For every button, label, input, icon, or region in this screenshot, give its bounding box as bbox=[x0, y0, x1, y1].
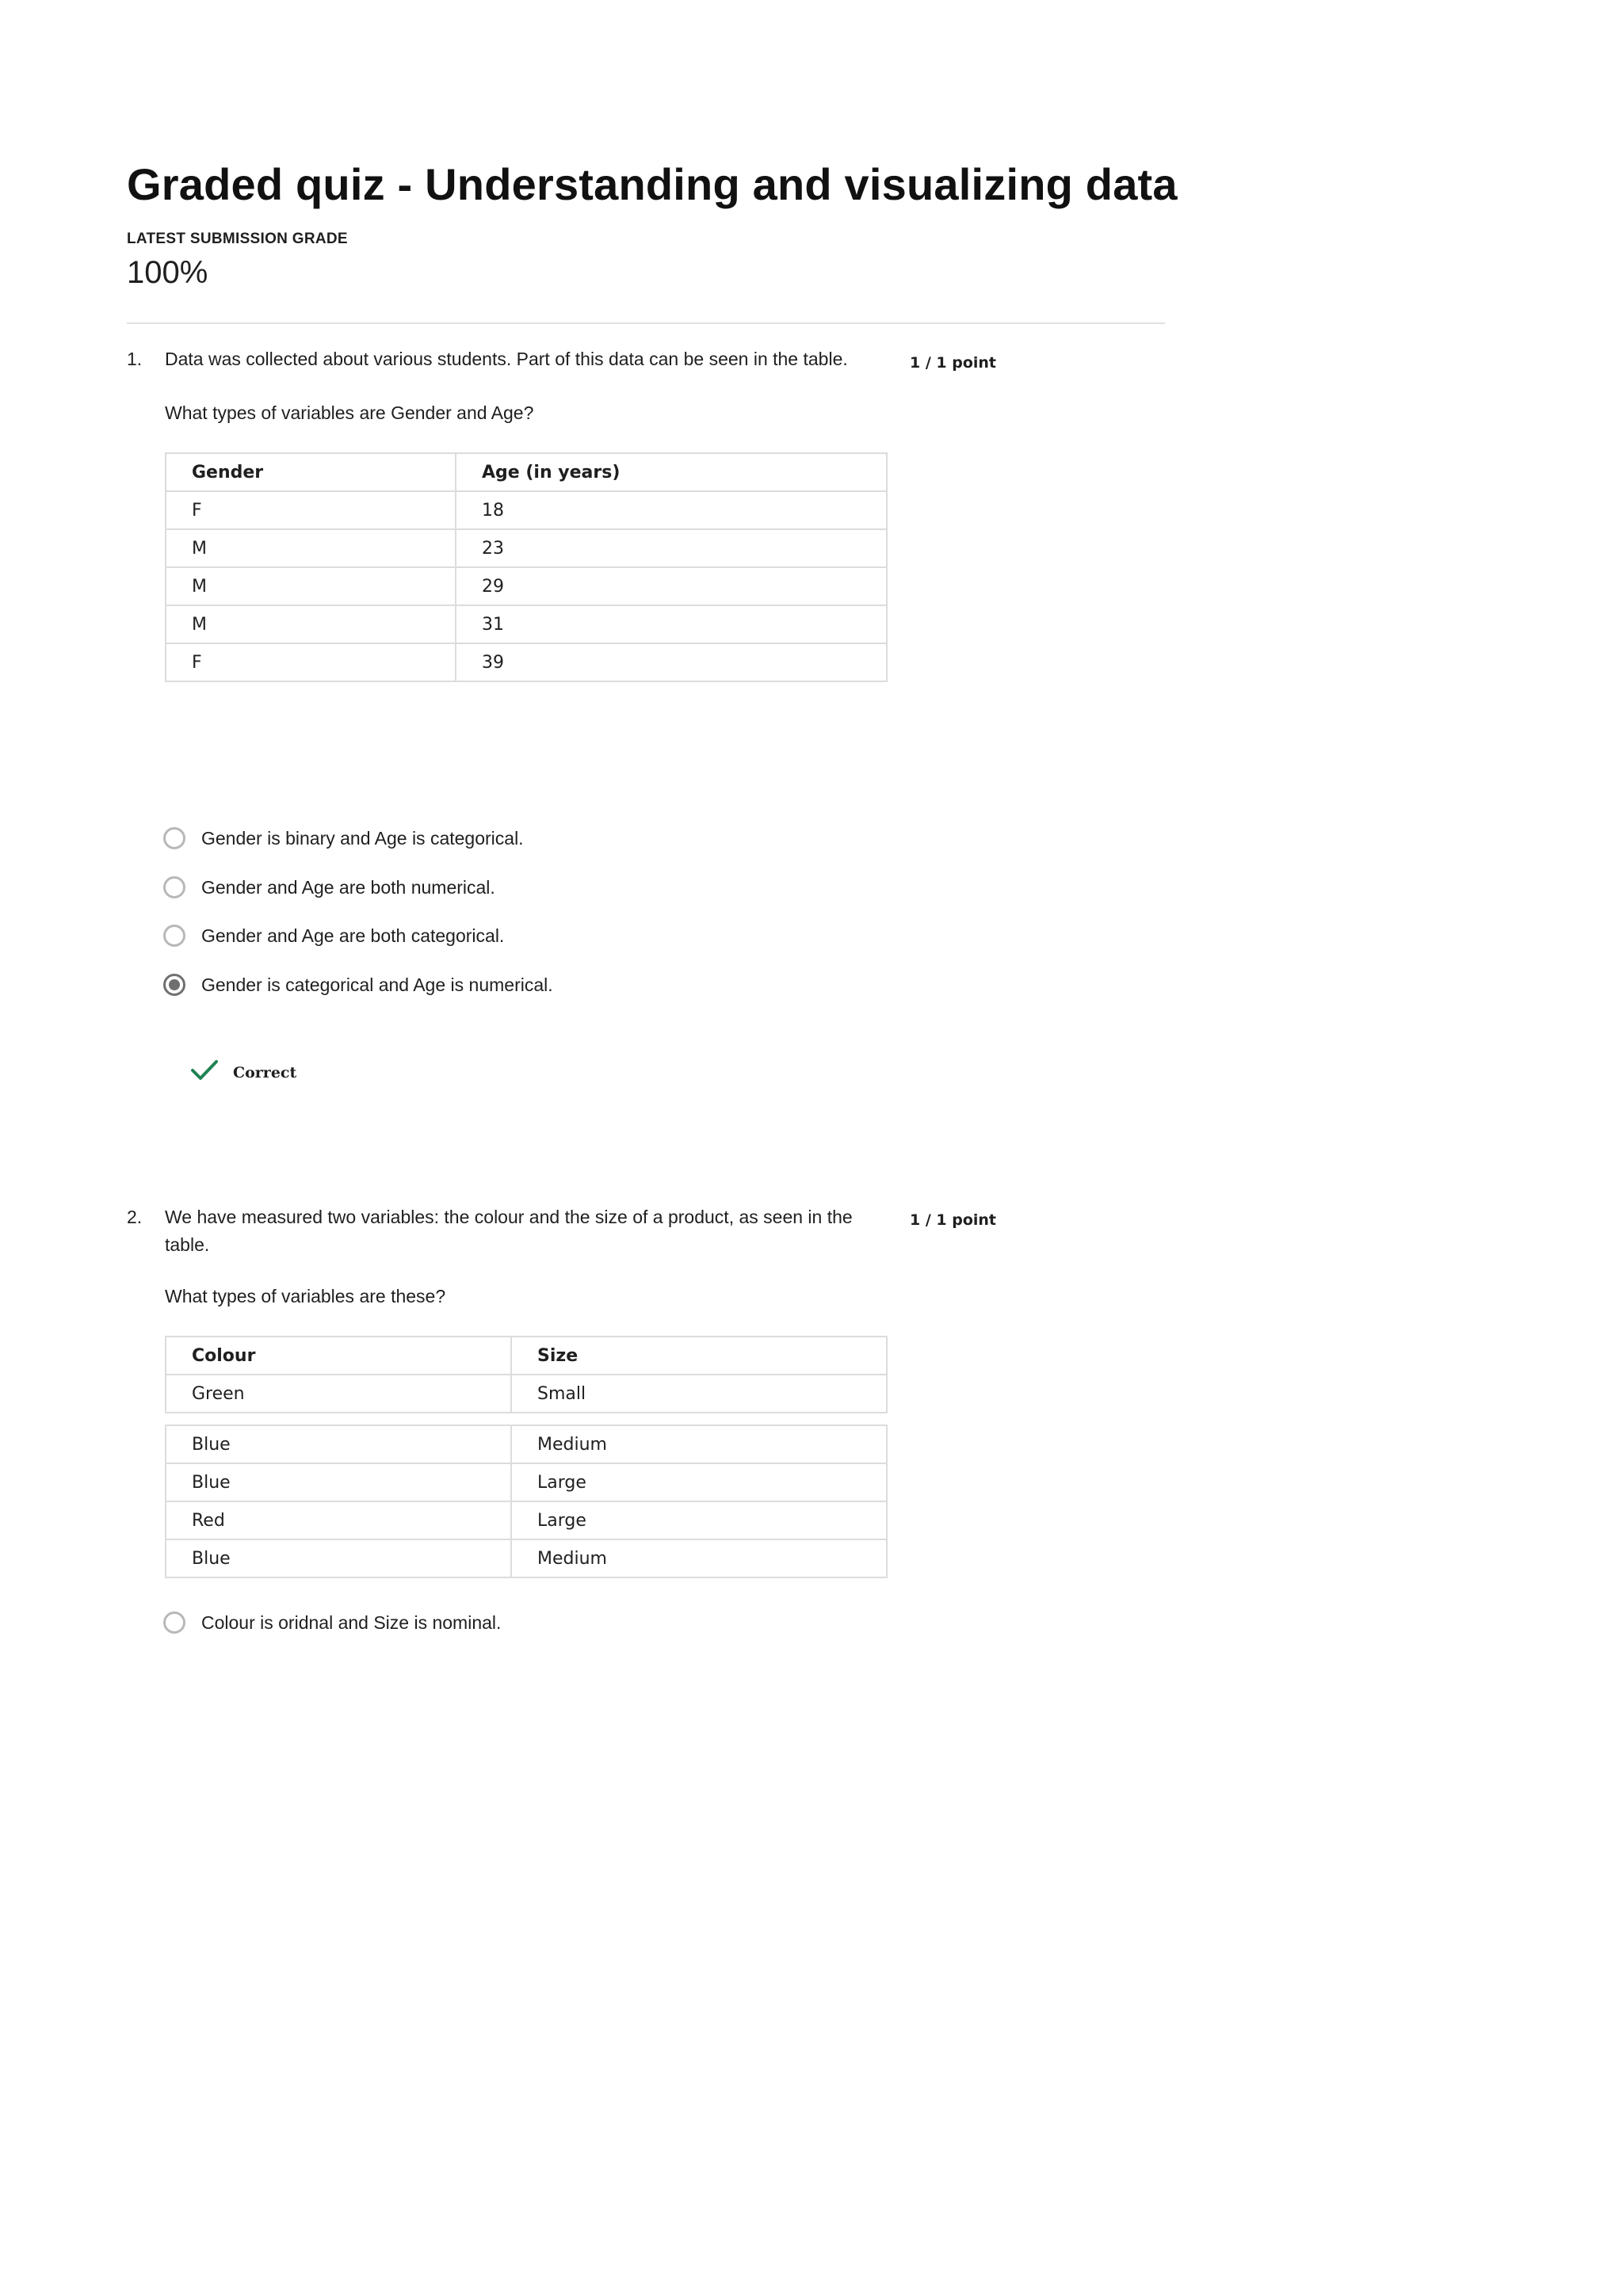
table-cell: Blue bbox=[166, 1463, 511, 1501]
radio-button[interactable] bbox=[163, 876, 185, 898]
question-2-prompt: What types of variables are these? bbox=[165, 1286, 446, 1306]
answer-option-3[interactable] bbox=[163, 921, 504, 950]
table-cell: M bbox=[166, 529, 456, 567]
table-row bbox=[166, 643, 887, 681]
answer-option-4[interactable] bbox=[163, 971, 553, 999]
radio-button[interactable] bbox=[163, 827, 185, 849]
table-cell: Blue bbox=[166, 1539, 511, 1577]
table-header-cell: Colour bbox=[166, 1337, 511, 1375]
grade-value: 100% bbox=[127, 255, 208, 290]
table-row bbox=[166, 1463, 887, 1501]
question-1-text: Data was collected about various students. Part of this data can be seen in the table. bbox=[165, 349, 848, 369]
table-header-cell: Gender bbox=[166, 453, 456, 491]
feedback-correct bbox=[190, 1058, 296, 1086]
table-cell: Green bbox=[166, 1375, 511, 1413]
table-cell: M bbox=[166, 605, 456, 643]
question-2-number: 2. bbox=[127, 1207, 143, 1227]
table-row bbox=[166, 1539, 887, 1577]
table-cell: Large bbox=[511, 1463, 887, 1501]
page-title: Graded quiz - Understanding and visualizing data bbox=[127, 159, 1178, 209]
table-cell: Large bbox=[511, 1501, 887, 1539]
feedback-label: Correct bbox=[233, 1063, 297, 1081]
radio-button-selected[interactable] bbox=[163, 974, 185, 996]
radio-button[interactable] bbox=[163, 1611, 185, 1634]
answer-option-1[interactable] bbox=[163, 824, 524, 852]
table-row bbox=[166, 605, 887, 643]
option-label: Gender and Age are both numerical. bbox=[201, 876, 495, 898]
table-row bbox=[166, 1425, 887, 1463]
table-cell: Medium bbox=[511, 1425, 887, 1463]
question-1-points: 1 / 1 point bbox=[910, 354, 996, 372]
table-row bbox=[166, 1501, 887, 1539]
table-cell: 29 bbox=[456, 567, 887, 605]
table-row bbox=[166, 1375, 887, 1413]
table-header-row bbox=[166, 1337, 887, 1375]
checkmark-icon bbox=[190, 1058, 219, 1086]
question-1-number: 1. bbox=[127, 349, 143, 369]
question-1-prompt: What types of variables are Gender and Age? bbox=[165, 402, 534, 423]
table-cell: 31 bbox=[456, 605, 887, 643]
table-cell: 23 bbox=[456, 529, 887, 567]
table-row bbox=[166, 529, 887, 567]
table-cell: M bbox=[166, 567, 456, 605]
table-cell: Medium bbox=[511, 1539, 887, 1577]
option-label: Gender is categorical and Age is numerical. bbox=[201, 974, 553, 995]
question-2-table-header bbox=[165, 1336, 888, 1413]
divider bbox=[127, 322, 1165, 324]
option-label: Gender and Age are both categorical. bbox=[201, 925, 505, 946]
table-cell: 39 bbox=[456, 643, 887, 681]
table-header-row bbox=[166, 453, 887, 491]
option-label: Colour is oridnal and Size is nominal. bbox=[201, 1611, 502, 1633]
question-2-table-body bbox=[165, 1425, 888, 1578]
question-1-table bbox=[165, 452, 888, 682]
grade-label: LATEST SUBMISSION GRADE bbox=[127, 231, 348, 247]
table-header-cell: Size bbox=[511, 1337, 887, 1375]
table-row bbox=[166, 567, 887, 605]
table-cell: Small bbox=[511, 1375, 887, 1413]
option-label: Gender is binary and Age is categorical. bbox=[201, 827, 524, 849]
answer-option-1[interactable] bbox=[163, 1608, 501, 1637]
table-cell: F bbox=[166, 643, 456, 681]
answer-option-2[interactable] bbox=[163, 873, 495, 902]
table-cell: 18 bbox=[456, 491, 887, 529]
table-row bbox=[166, 491, 887, 529]
table-cell: F bbox=[166, 491, 456, 529]
table-cell: Blue bbox=[166, 1425, 511, 1463]
question-2-text-line-2: table. bbox=[165, 1234, 210, 1255]
table-cell: Red bbox=[166, 1501, 511, 1539]
question-2-points: 1 / 1 point bbox=[910, 1211, 996, 1229]
question-2-text-line-1: We have measured two variables: the colour and the size of a product, as seen in the bbox=[165, 1207, 853, 1227]
radio-button[interactable] bbox=[163, 925, 185, 947]
table-header-cell: Age (in years) bbox=[456, 453, 887, 491]
